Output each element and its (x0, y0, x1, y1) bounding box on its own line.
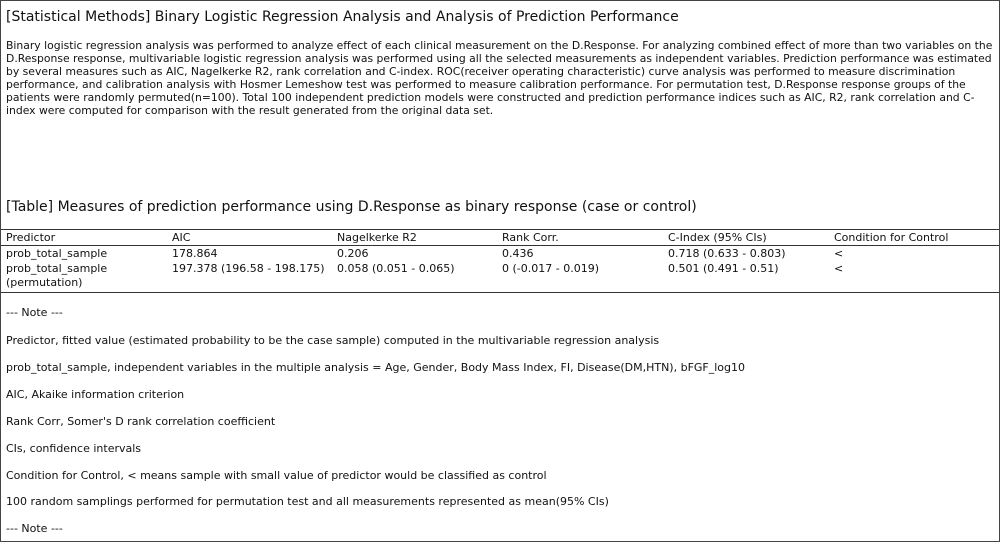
cell-condition: < (834, 262, 844, 275)
cell-rank-corr: 0.436 (502, 247, 534, 260)
note-item: AIC, Akaike information criterion (6, 388, 185, 401)
note-footer: --- Note --- (6, 522, 63, 535)
header-rank-corr: Rank Corr. (502, 231, 559, 244)
note-item: Condition for Control, < means sample with small value of predictor would be classified as control (6, 469, 547, 482)
header-aic: AIC (172, 231, 191, 244)
header-c-index: C-Index (95% CIs) (668, 231, 767, 244)
cell-aic: 197.378 (196.58 - 198.175) (172, 262, 325, 275)
methods-paragraph: Binary logistic regression analysis was performed to analyze effect of each clinical measurement on the D.Response. For analyzing combined effect of more than two variables on the D.Response response, multivariable logistic regression analysis was performed using all the selected measurements as independent variables. Prediction performance was estimated by several measures such as AIC, Nagelkerke R2, rank correlation and C-index. ROC(receiver operating characteristic) curve analysis was performed to measure discrimination performance, and calibration analysis with Hosmer Lemeshow test was performed to measure calibration performance. For permutation test, D.Response response groups of the patients were randomly permuted(n=100). Total 100 independent prediction models were constructed and prediction performance indices such as AIC, R2, rank correlation and C-index were computed for comparison with the result generated from the original data set. (6, 39, 993, 117)
methods-title: [Statistical Methods] Binary Logistic Regression Analysis and Analysis of Prediction Performance (6, 9, 679, 25)
note-item: Predictor, fitted value (estimated probability to be the case sample) computed in the multivariable regression analysis (6, 334, 660, 347)
performance-table (1, 229, 999, 293)
cell-condition: < (834, 247, 844, 260)
table-header-row (1, 229, 999, 246)
cell-predictor (6, 262, 107, 290)
table-row (1, 246, 999, 261)
note-item: prob_total_sample, independent variables in the multiple analysis = Age, Gender, Body Mass Index, FI, Disease(DM,HTN), bFGF_log10 (6, 361, 746, 374)
table-row (1, 261, 999, 293)
table-title: [Table] Measures of prediction performance using D.Response as binary response (case or control) (6, 199, 697, 215)
cell-aic: 178.864 (172, 247, 218, 260)
note-item: 100 random samplings performed for permutation test and all measurements represented as mean(95% CIs) (6, 495, 609, 508)
cell-nagelkerke: 0.058 (0.051 - 0.065) (337, 262, 455, 275)
note-item: Rank Corr, Somer's D rank correlation coefficient (6, 415, 276, 428)
cell-c-index: 0.501 (0.491 - 0.51) (668, 262, 779, 275)
cell-predictor: prob_total_sample (6, 247, 108, 260)
cell-c-index: 0.718 (0.633 - 0.803) (668, 247, 786, 260)
header-nagelkerke: Nagelkerke R2 (337, 231, 417, 244)
cell-nagelkerke: 0.206 (337, 247, 369, 260)
header-condition: Condition for Control (834, 231, 949, 244)
cell-predictor-line1: prob_total_sample (6, 262, 108, 275)
cell-predictor-line2: (permutation) (6, 276, 83, 289)
header-predictor: Predictor (6, 231, 56, 244)
cell-rank-corr: 0 (-0.017 - 0.019) (502, 262, 599, 275)
note-header: --- Note --- (6, 306, 63, 319)
note-item: CIs, confidence intervals (6, 442, 142, 455)
